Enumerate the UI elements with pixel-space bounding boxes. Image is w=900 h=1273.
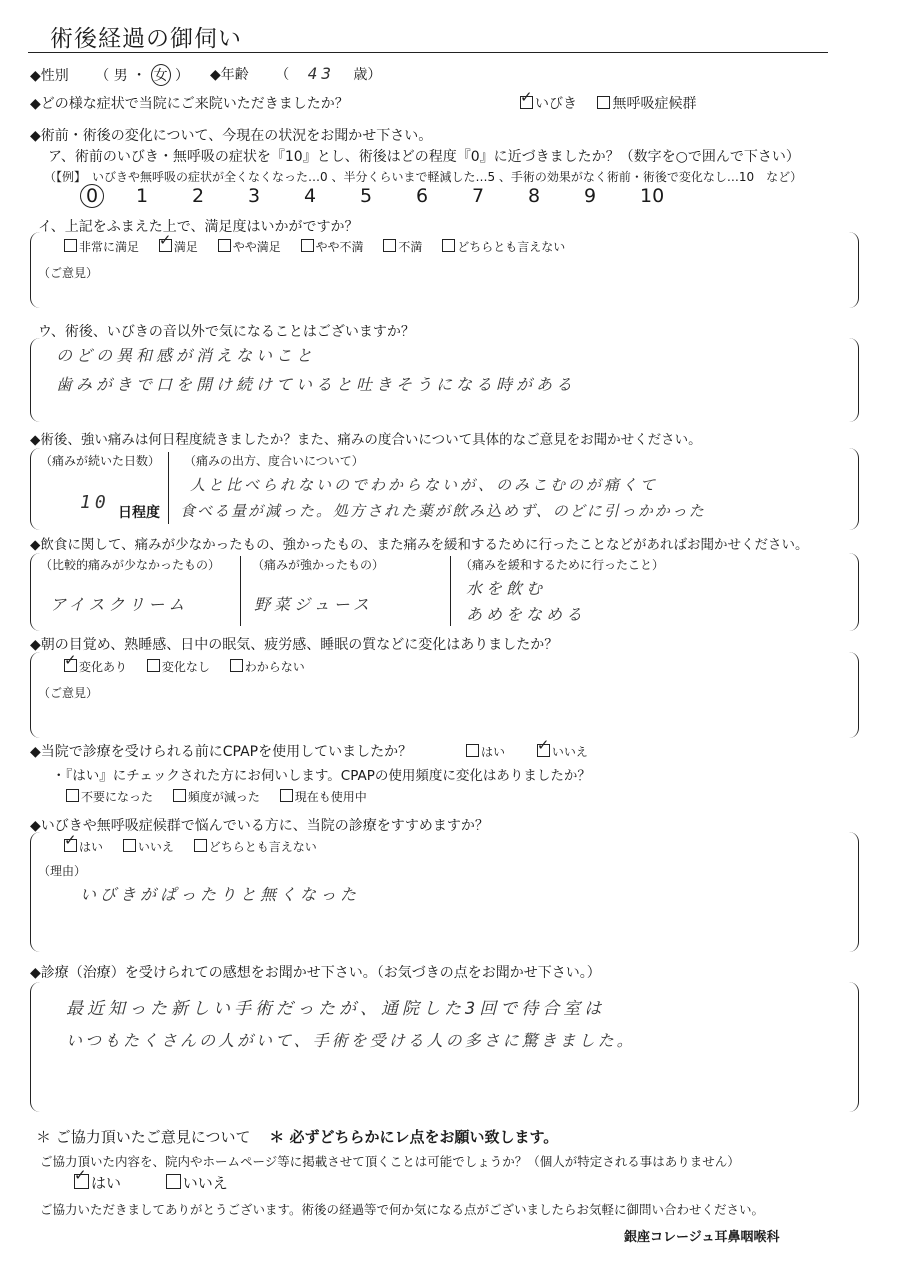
q7-checkbox-unchanged[interactable] [147,659,160,672]
q6-col1-label: （比較的痛みが少なかったもの） [40,558,221,572]
q4-bracket-left [30,338,41,422]
q10-bracket-left [30,982,41,1112]
q7-checkbox-unknown[interactable] [230,659,243,672]
q8-checkbox-no[interactable] [537,744,550,757]
footer-options [74,1172,244,1193]
scale-1[interactable]: 1 [136,185,149,207]
q8-option-unneeded: 不要になった [81,790,154,804]
scale-3[interactable]: 3 [248,185,261,207]
gender-close: ） [175,68,190,84]
footer-heading [36,1126,558,1147]
q3-checkbox-very-satisfied[interactable] [64,239,77,252]
q6-col2-label: （痛みが強かったもの） [252,558,385,572]
age-open: （ [275,67,290,83]
q5-detail-line1: 人と比べられないのでわからないが、のみこむのが痛くて [190,476,659,494]
q5-text: ◆術後、強い痛みは何日程度続きましたか？また、痛みの度合いについて具体的なご意見をお聞かせください。 [30,432,702,448]
q2-text: ◆術前・術後の変化について、今現在の状況をお聞かせ下さい。 [30,128,433,144]
q8-checkbox-still-using[interactable] [280,789,293,802]
q8-sub-text: ・『はい』にチェックされた方にお伺いします。CPAPの使用頻度に変化はありましたか？ [52,768,591,784]
q8-options [466,743,604,760]
q10-answer-line2: いつもたくさんの人がいて、手術を受ける人の多さに驚きました。 [66,1031,636,1050]
title-underline [28,52,828,53]
q4-bracket-right [848,338,859,422]
q8-checkbox-unneeded[interactable] [66,789,79,802]
q5-days-label: （痛みが続いた日数） [40,454,161,468]
q6-col3-value1: 水を飲む [466,579,547,598]
page-title: 術後経過の御伺い [50,26,242,52]
scale-9[interactable]: 9 [584,185,597,207]
q3-option-dissatisfied: 不満 [398,240,423,254]
q7-comment-label: （ご意見） [38,686,99,700]
scale-4[interactable]: 4 [304,185,317,207]
q3-checkbox-somewhat-satisfied[interactable] [218,239,231,252]
footer-checkbox-yes[interactable] [74,1174,89,1189]
q9-checkbox-yes[interactable] [64,839,77,852]
gender-label: ◆性別 [30,68,69,84]
q7-option-unknown: わからない [244,660,305,674]
q4-answer-line1: のどの異和感が消えないこと [56,346,317,365]
q7-text: ◆朝の目覚め、熟睡感、日中の眠気、疲労感、睡眠の質などに変化はありましたか？ [30,637,559,653]
q2-sub-a: ア、術前のいびき・無呼吸の症状を『10』とし、術後はどの程度『0』に近づきましたか？（数字を○で囲んで下さい） [48,149,800,165]
q8-sub-options [66,788,383,805]
q3-checkbox-neutral[interactable] [442,239,455,252]
footer-option-yes: はい [91,1174,122,1192]
q6-text: ◆飲食に関して、痛みが少なかったもの、強かったもの、また痛みを緩和するために行ったことなどがあればお聞かせください。 [30,537,809,553]
q1-checkbox-snoring[interactable] [520,96,533,109]
q4-text: ウ、術後、いびきの音以外で気になることはございますか？ [38,324,415,340]
q3-checkbox-dissatisfied[interactable] [383,239,396,252]
q3-options [64,238,581,255]
scale-0[interactable]: 0 [80,184,104,208]
q3-checkbox-somewhat-dissatisfied[interactable] [301,239,314,252]
scale-2[interactable]: 2 [192,185,205,207]
q10-bracket-right [848,982,859,1112]
q9-option-neutral: どちらとも言えない [208,840,317,854]
scale-5[interactable]: 5 [360,185,373,207]
q9-options [64,838,333,855]
gender-row [30,64,189,86]
q10-text: ◆診療（治療）を受けられての感想をお聞かせ下さい。（お気づきの点をお聞かせ下さい。） [30,965,601,981]
age-row [210,64,381,84]
q5-bracket-right [848,448,859,530]
q6-bracket-right [848,553,859,631]
scale-7[interactable]: 7 [472,185,485,207]
gender-dot: ・ [132,68,147,84]
age-unit: 歳） [353,67,382,83]
q7-bracket-right [848,652,859,738]
q8-text: ◆当院で診療を受けられる前にCPAPを使用していましたか？ [30,744,413,760]
q4-answer-line2: 歯みがきで口を開け続けていると吐きそうになる時がある [56,375,577,394]
q8-option-no: いいえ [551,745,588,759]
gender-male[interactable]: 男 [113,68,128,84]
q6-col2-value: 野菜ジュース [254,595,373,614]
q6-col3-value2: あめをなめる [466,605,587,624]
q1-option-apnea: 無呼吸症候群 [612,96,697,112]
scale-10[interactable]: 10 [640,185,665,207]
q3-option-somewhat-dissatisfied: やや不満 [315,240,364,254]
q2-scale [80,184,696,208]
q5-days-value[interactable]: 10 [80,492,110,513]
age-value[interactable]: 43 [307,64,335,83]
q3-comment-label: （ご意見） [38,266,99,280]
q9-reason-label: （理由） [38,864,87,878]
q1-text: ◆どの様な症状で当院にご来院いただきましたか？ [30,96,349,112]
footer-heading-1: ＊ ご協力頂いたご意見について [36,1128,251,1146]
q1-option-snoring: いびき [535,96,577,112]
q3-checkbox-satisfied[interactable] [159,239,172,252]
q6-col1-value: アイスクリーム [50,595,189,614]
q6-col3-label: （痛みを緩和するために行ったこと） [460,558,665,572]
q7-options [64,658,321,675]
q6-divider-2 [450,556,451,626]
q2-example: （【例】 いびきや無呼吸の症状が全くなくなった…0 、半分くらいまで軽減した…5 、手術の効果がなく術前・術後で変化なし…10 など） [44,170,803,184]
footer-option-no: いいえ [182,1174,228,1192]
q8-checkbox-yes[interactable] [466,744,479,757]
q5-divider [168,452,169,524]
q3-option-very-satisfied: 非常に満足 [79,240,140,254]
gender-open: （ [95,68,110,84]
footer-heading-2: ＊ 必ずどちらかにレ点をお願い致します。 [269,1128,559,1146]
q9-reason: いびきがぱったりと無くなった [80,885,361,904]
q9-checkbox-neutral[interactable] [194,839,207,852]
q7-checkbox-changed[interactable] [64,659,77,672]
q9-option-no: いいえ [137,840,174,854]
q9-text: ◆いびきや無呼吸症候群で悩んでいる方に、当院の診療をすすめますか？ [30,818,489,834]
footer-checkbox-no[interactable] [166,1174,181,1189]
q3-bracket-right [848,232,859,308]
q10-answer-line1: 最近知った新しい手術だったが、通院した3回で待合室は [66,999,606,1019]
q5-days-unit: 日程度 [118,505,160,521]
footer-thanks: ご協力いただきましてありがとうございます。術後の経過等で何か気になる点がございましたらお気軽に御問い合わせください。 [40,1202,765,1217]
q7-option-unchanged: 変化なし [161,660,210,674]
q6-divider-1 [240,556,241,626]
q3-option-satisfied: 満足 [173,240,198,254]
clinic-name: 銀座コレージュ耳鼻咽喉科 [624,1230,780,1245]
q8-option-yes: はい [481,745,506,759]
q5-detail-line2: 食べる量が減った。処方された薬が飲み込めず、のどに引っかかった [180,502,706,520]
q1-checkbox-apnea[interactable] [597,96,610,109]
footer-question: ご協力頂いた内容を、院内やホームページ等に掲載させて頂くことは可能でしょうか？（個人が特定される事はありません） [40,1154,740,1169]
q3-option-neutral: どちらとも言えない [457,240,566,254]
q9-checkbox-no[interactable] [123,839,136,852]
age-label: ◆年齢 [210,67,249,83]
scale-8[interactable]: 8 [528,185,541,207]
q5-detail-label: （痛みの出方、度合いについて） [184,454,364,468]
q3-text: イ、上記をふまえた上で、満足度はいかがですか？ [38,219,359,235]
q8-option-still-using: 現在も使用中 [294,790,367,804]
q9-bracket-left [30,832,41,952]
scale-6[interactable]: 6 [416,185,429,207]
q3-option-somewhat-satisfied: やや満足 [232,240,281,254]
q9-bracket-right [848,832,859,952]
gender-female[interactable]: 女 [151,64,171,86]
q9-option-yes: はい [79,840,104,854]
q8-checkbox-reduced[interactable] [173,789,186,802]
q8-option-reduced: 頻度が減った [187,790,260,804]
q1-options [520,93,712,113]
q7-option-changed: 変化あり [79,660,128,674]
